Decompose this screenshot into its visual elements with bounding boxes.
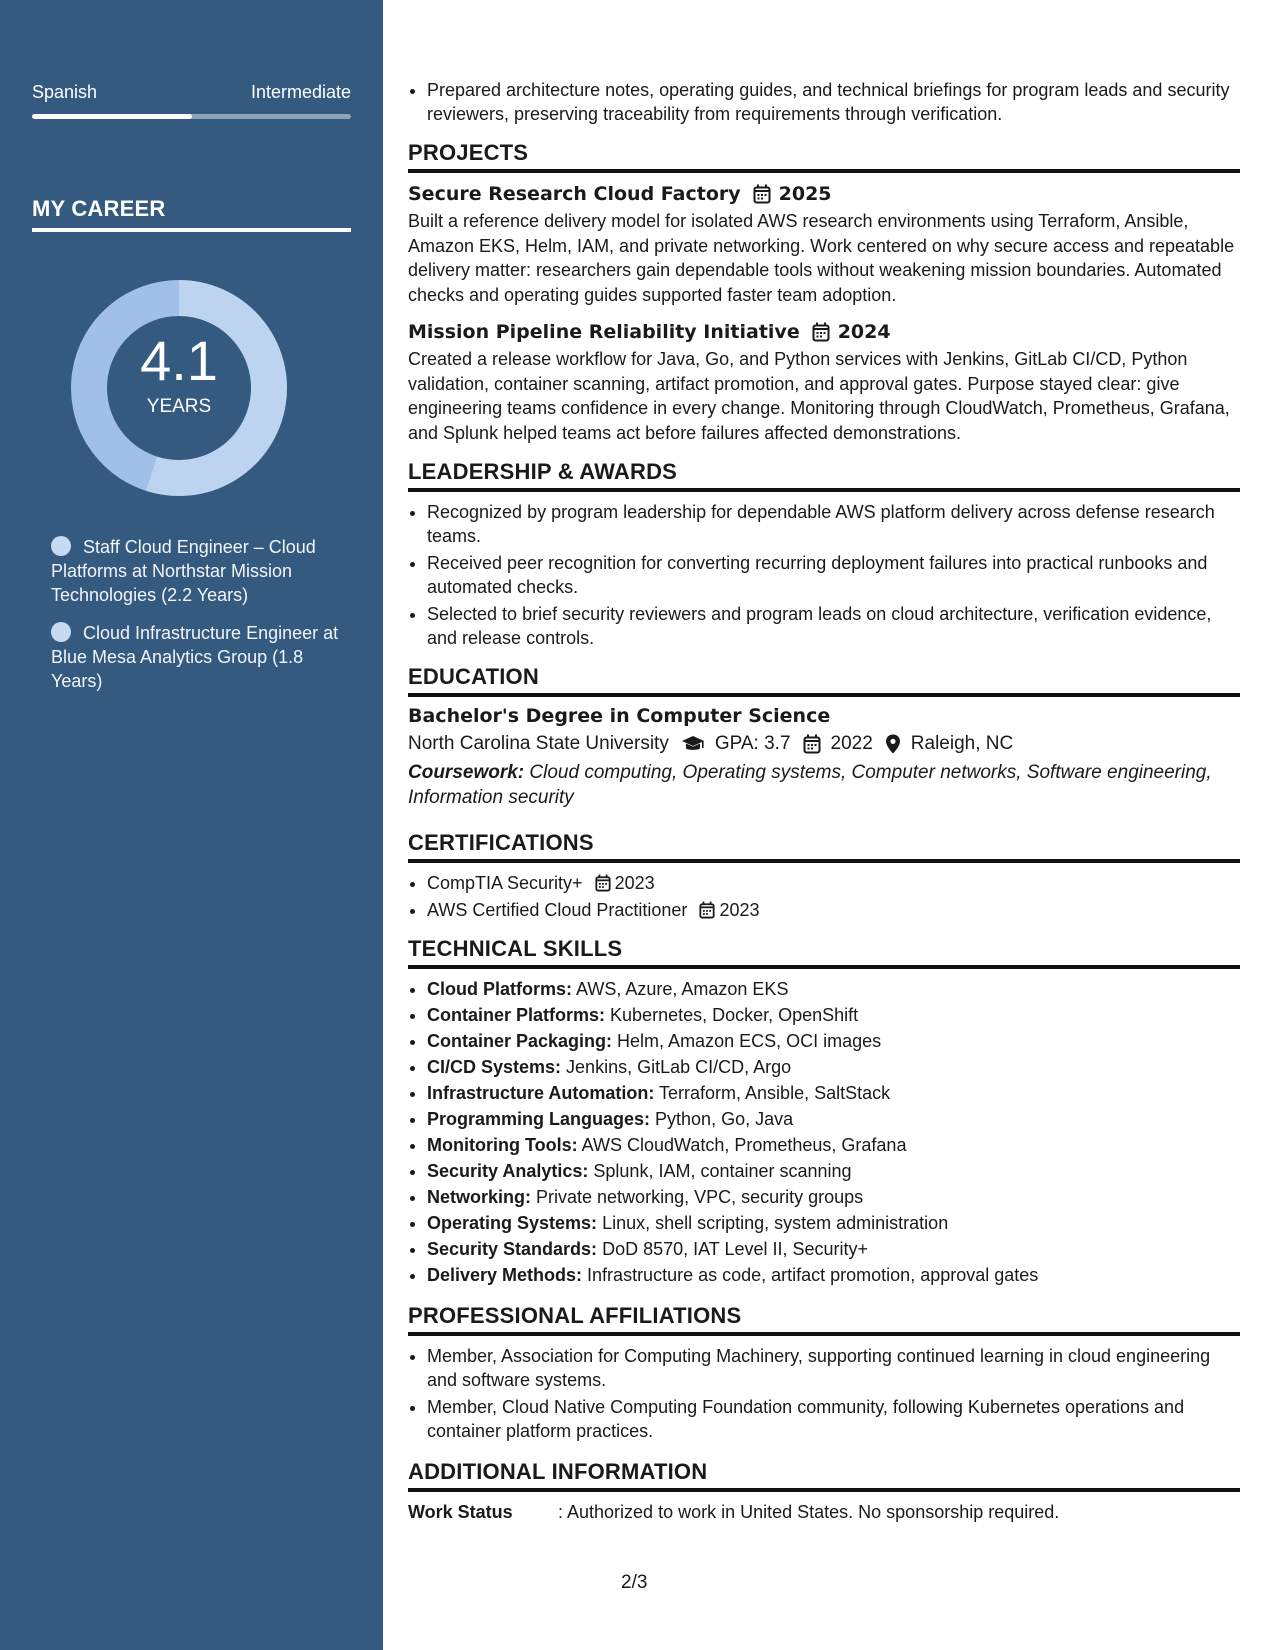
certification-year: 2023: [614, 873, 655, 893]
education-school: North Carolina State University: [408, 733, 669, 754]
calendar-icon: [699, 901, 715, 919]
affiliation-item: • Member, Cloud Native Computing Foundation community, following Kubernetes operations and container platform practices.: [427, 1395, 1240, 1443]
location-pin-icon: [885, 734, 901, 754]
career-years-donut: [66, 275, 292, 501]
skill-label: Programming Languages:: [427, 1109, 651, 1129]
additional-section-title: ADDITIONAL INFORMATION: [408, 1459, 1240, 1492]
skill-value: Helm, Amazon ECS, OCI images: [612, 1031, 882, 1051]
education-degree: Bachelor's Degree in Computer Science: [408, 705, 831, 727]
graduation-cap-icon: [681, 735, 705, 753]
skill-label: Delivery Methods:: [427, 1265, 583, 1285]
skill-label: Container Packaging:: [427, 1031, 613, 1051]
skill-item: [427, 1185, 1240, 1209]
skill-item: [427, 1029, 1240, 1053]
education-coursework: [408, 760, 1240, 810]
calendar-icon: [595, 874, 611, 892]
skill-label: Container Platforms:: [427, 1005, 606, 1025]
skill-label: Operating Systems:: [427, 1213, 598, 1233]
calendar-icon: [803, 734, 821, 754]
affiliation-item: • Member, Association for Computing Machinery, supporting continued learning in cloud engineering and software systems.: [427, 1344, 1240, 1392]
education-section-title: EDUCATION: [408, 664, 1240, 697]
career-total-years: 4.1: [140, 329, 218, 392]
affiliations-list: [408, 1344, 1240, 1443]
career-years-label: YEARS: [146, 396, 212, 417]
skill-value: AWS CloudWatch, Prometheus, Grafana: [577, 1135, 907, 1155]
experience-bullet: • Prepared architecture notes, operating guides, and technical briefings for program leads and security reviewers, preserving traceability from requirements through verification.: [427, 78, 1240, 126]
skill-item: [427, 1263, 1240, 1287]
certification-year: 2023: [719, 900, 760, 920]
certifications-section-title: CERTIFICATIONS: [408, 830, 1240, 863]
skill-value: Python, Go, Java: [650, 1109, 794, 1129]
calendar-icon: [812, 322, 830, 342]
skill-value: Private networking, VPC, security groups: [531, 1187, 864, 1207]
project-item: [408, 321, 1240, 445]
affiliations-section-title: PROFESSIONAL AFFILIATIONS: [408, 1303, 1240, 1336]
leadership-item: • Received peer recognition for converting recurring deployment failures into practical runbooks and automated checks.: [427, 551, 1240, 599]
education-location: Raleigh, NC: [910, 733, 1014, 754]
work-status-value: : Authorized to work in United States. No sponsorship required.: [558, 1502, 1060, 1522]
project-name: Mission Pipeline Reliability Initiative: [408, 321, 800, 343]
education-gpa: GPA: 3.7: [714, 733, 791, 754]
project-year: 2025: [778, 183, 832, 205]
leadership-item: • Recognized by program leadership for dependable AWS platform delivery across defense research teams.: [427, 500, 1240, 548]
coursework-text: Cloud computing, Operating systems, Computer networks, Software engineering, Information security: [408, 762, 1212, 808]
skill-label: CI/CD Systems:: [427, 1057, 562, 1077]
experience-continued-list: [408, 78, 1240, 126]
leadership-item: • Selected to brief security reviewers and program leads on cloud architecture, verification evidence, and release controls.: [427, 602, 1240, 650]
career-dot-icon: [51, 622, 71, 642]
page-number: 2/3: [621, 1572, 648, 1593]
education-year: 2022: [830, 733, 873, 754]
projects-section-title: PROJECTS: [408, 140, 1240, 173]
project-name: Secure Research Cloud Factory: [408, 183, 741, 205]
skill-label: Cloud Platforms:: [427, 979, 573, 999]
calendar-icon: [753, 184, 771, 204]
skill-item: [427, 1003, 1240, 1027]
skill-item: [427, 1081, 1240, 1105]
skill-value: DoD 8570, IAT Level II, Security+: [597, 1239, 869, 1259]
skill-label: Security Analytics:: [427, 1161, 589, 1181]
project-item: [408, 183, 1240, 307]
skill-label: Security Standards:: [427, 1239, 598, 1259]
project-year: 2024: [837, 321, 891, 343]
skill-label: Infrastructure Automation:: [427, 1083, 655, 1103]
education-details: [408, 733, 1240, 755]
skill-item: [427, 1211, 1240, 1235]
leadership-section-title: LEADERSHIP & AWARDS: [408, 459, 1240, 492]
skill-value: Infrastructure as code, artifact promotion, approval gates: [582, 1265, 1039, 1285]
career-item: [51, 535, 341, 607]
skill-item: [427, 1133, 1240, 1157]
skill-item: [427, 1159, 1240, 1183]
career-item: [51, 621, 341, 693]
language-proficiency-fill: [32, 114, 192, 119]
skill-value: AWS, Azure, Amazon EKS: [572, 979, 789, 999]
language-name: Spanish: [32, 82, 98, 102]
work-status-label: Work Status: [408, 1502, 513, 1522]
certification-item: [427, 898, 1240, 922]
certifications-list: [408, 871, 1240, 922]
skill-value: Terraform, Ansible, SaltStack: [654, 1083, 891, 1103]
career-list: [51, 535, 341, 707]
skill-label: Monitoring Tools:: [427, 1135, 578, 1155]
certification-name: • CompTIA Security+: [427, 873, 583, 893]
skill-value: Splunk, IAM, container scanning: [588, 1161, 852, 1181]
skills-section-title: TECHNICAL SKILLS: [408, 936, 1240, 969]
skill-value: Linux, shell scripting, system administration: [597, 1213, 949, 1233]
project-description: Built a reference delivery model for isolated AWS research environments using Terraform, Ansible, Amazon EKS, Helm, IAM, and private networking. Work centered on why secure access and repeatable delivery matter: researchers gain dependable tools without weakening mission boundaries. Automated checks and operating guides supported faster team adoption.: [408, 211, 1235, 305]
career-section-title: MY CAREER: [32, 196, 351, 232]
skill-item: [427, 1055, 1240, 1079]
main-content: [408, 78, 1240, 1524]
skill-item: [427, 977, 1240, 1001]
career-item-text: Staff Cloud Engineer – Cloud Platforms at Northstar Mission Technologies (2.2 Years): [51, 537, 316, 605]
skill-value: Kubernetes, Docker, OpenShift: [605, 1005, 859, 1025]
skill-label: Networking:: [427, 1187, 532, 1207]
career-donut-chart: [66, 275, 292, 501]
language-proficiency-bar: [32, 114, 351, 119]
language-level: Intermediate: [250, 82, 351, 102]
career-dot-icon: [51, 536, 71, 556]
work-status-row: [408, 1500, 1240, 1524]
certification-name: • AWS Certified Cloud Practitioner: [427, 900, 688, 920]
career-item-text: Cloud Infrastructure Engineer at Blue Mesa Analytics Group (1.8 Years): [51, 623, 339, 691]
leadership-list: [408, 500, 1240, 650]
certification-item: [427, 871, 1240, 895]
skill-item: [427, 1107, 1240, 1131]
sidebar: [0, 0, 383, 1650]
skill-value: Jenkins, GitLab CI/CD, Argo: [561, 1057, 792, 1077]
coursework-label: Coursework:: [408, 762, 525, 783]
project-description: Created a release workflow for Java, Go, and Python services with Jenkins, GitLab CI/CD, Python validation, container scanning, artifact promotion, and approval gates. Purpose stayed clear: give engineering teams confidence in every change. Monitoring through CloudWatch, Prometheus, Grafana, and Splunk helped teams act before failures affected demonstrations.: [408, 349, 1230, 443]
skills-list: [408, 977, 1240, 1287]
skill-item: [427, 1237, 1240, 1261]
language-row: [32, 82, 351, 103]
